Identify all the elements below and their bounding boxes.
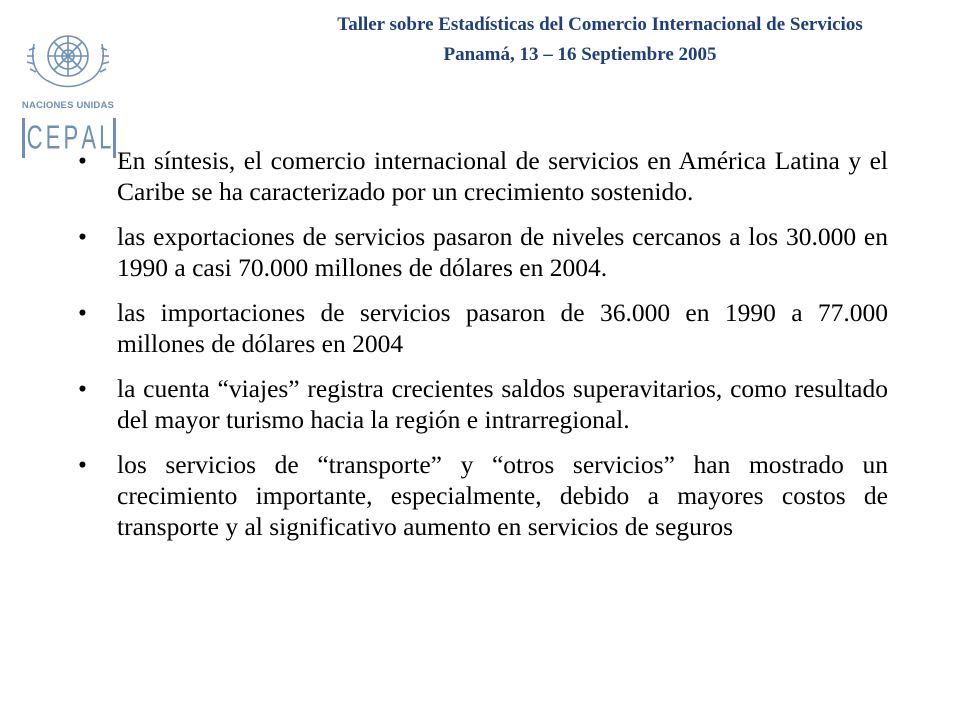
- bullet-item: [78, 373, 888, 435]
- bullet-dot-icon: •: [78, 146, 87, 175]
- bullet-text: las exportaciones de servicios pasaron de niveles cercanos a los 30.000 en 1990 a casi 70.000 millones de dólares en 2004.: [117, 222, 888, 282]
- bullet-list: [78, 145, 888, 556]
- bullet-dot-icon: •: [78, 374, 87, 403]
- cepal-letter: E: [45, 118, 61, 156]
- cepal-letter: P: [63, 118, 79, 156]
- bullet-text: los servicios de “transporte” y “otros servicios” han mostrado un crecimiento importante, especialmente, debido a mayores costos de transporte y al significativo aumento en servicios de seguros: [117, 450, 888, 541]
- logo-label: NACIONES UNIDAS: [21, 100, 115, 111]
- bullet-text: las importaciones de servicios pasaron de 36.000 en 1990 a 77.000 millones de dólares en 2004: [117, 298, 888, 358]
- bullet-text: la cuenta “viajes” registra crecientes saldos superavitarios, como resultado del mayor turismo hacia la región e intrarregional.: [117, 374, 888, 434]
- header-title: Taller sobre Estadísticas del Comercio Internacional de Servicios: [337, 14, 863, 35]
- bullet-dot-icon: •: [78, 298, 87, 327]
- un-emblem-icon: [20, 22, 116, 98]
- slide-header: [240, 10, 960, 70]
- cepal-letter: L: [99, 118, 112, 156]
- bullet-item: [78, 449, 888, 542]
- bullet-item: [78, 145, 888, 207]
- bullet-item: [78, 297, 888, 359]
- header-subtitle: Panamá, 13 – 16 Septiembre 2005: [443, 44, 717, 65]
- bullet-text: En síntesis, el comercio internacional de servicios en América Latina y el Caribe se ha caracterizado por un crecimiento sostenido.: [117, 146, 888, 206]
- bullet-dot-icon: •: [78, 450, 87, 479]
- cepal-letter: C: [26, 118, 43, 156]
- bullet-dot-icon: •: [78, 222, 87, 251]
- cepal-logo: [20, 22, 120, 156]
- cepal-letter: A: [81, 118, 96, 156]
- bullet-item: [78, 221, 888, 283]
